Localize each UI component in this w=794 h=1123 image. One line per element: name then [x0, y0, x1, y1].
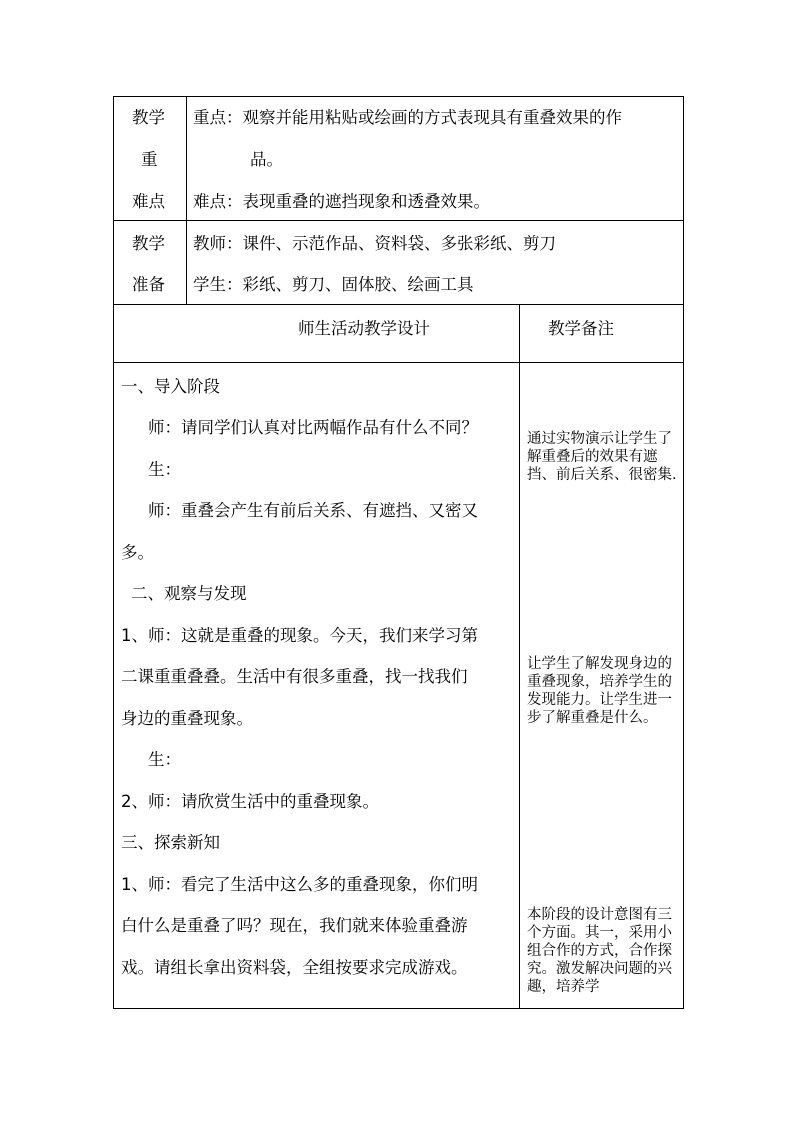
body-line: 戏。请组长拿出资料袋，全组按要求完成游戏。 — [121, 958, 468, 977]
lesson-table — [113, 96, 684, 1009]
row-divider — [113, 362, 684, 363]
body-line: 一、导入阶段 — [121, 377, 220, 396]
focus-text: 品。 — [250, 150, 283, 169]
difficulty-text: 难点：表现重叠的遮挡现象和透叠效果。 — [193, 192, 490, 211]
teacher-prep: 教师：课件、示范作品、资料袋、多张彩纸、剪刀 — [193, 234, 556, 253]
focus-text: 重点：观察并能用粘贴或绘画的方式表现具有重叠效果的作 — [193, 108, 622, 127]
column-header-design: 师生活动教学设计 — [298, 319, 430, 338]
note-import: 通过实物演示让学生了解重叠后的效果有遮挡、前后关系、很密集. — [527, 431, 677, 483]
body-line: 2、师：请欣赏生活中的重叠现象。 — [121, 792, 379, 811]
body-line: 师：请同学们认真对比两幅作品有什么不同？ — [148, 418, 478, 437]
row-label: 教学 — [132, 108, 165, 127]
body-line: 生： — [148, 750, 181, 769]
note-observe: 让学生了解发现身边的重叠现象，培养学生的发现能力。让学生进一步了解重叠是什么。 — [527, 656, 672, 726]
notes-column-divider — [519, 304, 520, 1009]
body-line: 三、探索新知 — [121, 833, 220, 852]
note-explore: 本阶段的设计意图有三个方面。其一，采用小组合作的方式，合作探究。激发解决问题的兴趣，培养学 — [527, 907, 672, 995]
body-line: 1、师：看完了生活中这么多的重叠现象，你们明 — [121, 875, 478, 894]
body-line: 白什么是重叠了吗？现在，我们就来体验重叠游 — [121, 916, 468, 935]
body-line: 生： — [148, 460, 181, 479]
body-line: 二课重重叠叠。生活中有很多重叠，找一找我们 — [121, 667, 468, 686]
body-line: 多。 — [121, 543, 154, 562]
row-divider — [113, 220, 684, 221]
column-header-notes: 教学备注 — [548, 319, 614, 338]
body-line: 师：重叠会产生有前后关系、有遮挡、又密又 — [148, 501, 478, 520]
label-column-divider — [186, 96, 187, 304]
row-label: 难点 — [132, 192, 165, 211]
body-line: 身边的重叠现象。 — [121, 709, 253, 728]
row-label: 准备 — [132, 275, 165, 294]
row-label: 教学 — [132, 234, 165, 253]
row-label: 重 — [141, 150, 158, 169]
row-divider — [113, 304, 684, 305]
body-line: 二、观察与发现 — [131, 584, 247, 603]
body-line: 1、师：这就是重叠的现象。今天，我们来学习第 — [121, 626, 478, 645]
student-prep: 学生：彩纸、剪刀、固体胶、绘画工具 — [193, 275, 474, 294]
